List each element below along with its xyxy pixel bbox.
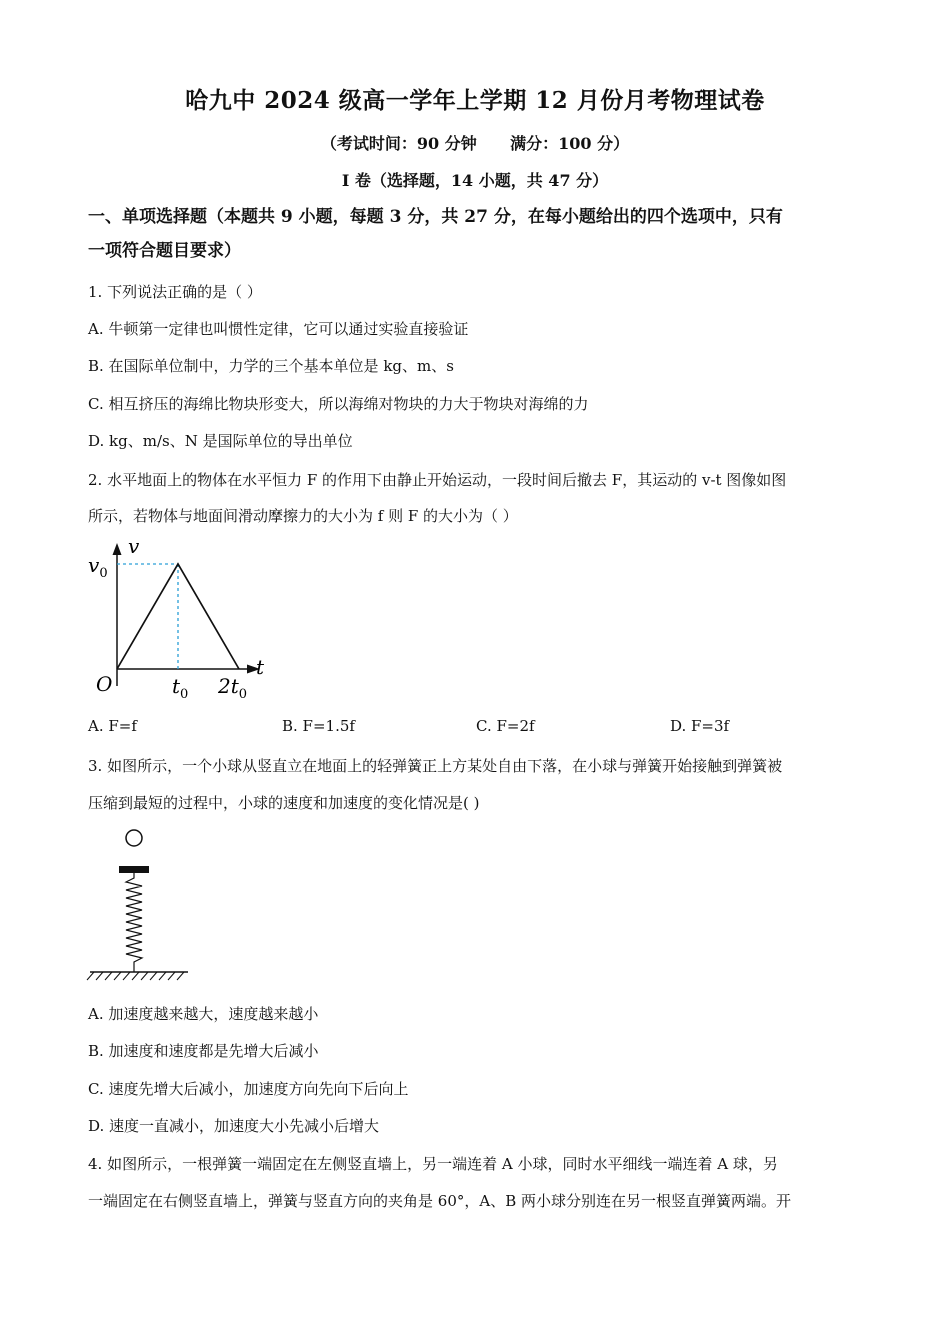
q3-stem-line2: 压缩到最短的过程中，小球的速度和加速度的变化情况是( ) — [88, 794, 480, 812]
q1-option-a: A. 牛顿第一定律也叫惯性定律，它可以通过实验直接验证 — [88, 320, 469, 338]
q2-stem-line1: 2. 水平地面上的物体在水平恒力 F 的作用下由静止开始运动，一段时间后撤去 F，其运动的 v-t 图像如图 — [88, 471, 787, 489]
q2-option-b: B. F=1.5f — [282, 717, 355, 735]
q1-stem: 1. 下列说法正确的是（ ） — [88, 283, 262, 301]
v0-label: $v_0$ — [88, 553, 108, 581]
t0-label: $t_0$ — [172, 674, 189, 702]
v-axis-arrow — [113, 543, 122, 555]
q2-option-a: A. F=f — [88, 717, 137, 735]
t-axis-label: t — [256, 655, 265, 679]
exam-title: 哈九中 2024 级高一学年上学期 12 月份月考物理试卷 — [185, 87, 765, 114]
q3-option-d: D. 速度一直减小，加速度大小先减小后增大 — [88, 1117, 380, 1135]
q4-stem-line1: 4. 如图所示，一根弹簧一端固定在左侧竖直墙上，另一端连着 A 小球，同时水平细线一端连着 A 球，另 — [88, 1155, 778, 1173]
spring-coil — [126, 873, 142, 972]
exam-subtitle: （考试时间：90 分钟 满分：100 分） — [320, 134, 630, 153]
origin-label: O — [96, 672, 113, 696]
q1-option-d: D. kg、m/s、N 是国际单位的导出单位 — [88, 432, 353, 450]
section-heading — [88, 200, 868, 268]
two-t0-label: $2t_0$ — [218, 674, 248, 702]
q1-option-b: B. 在国际单位制中，力学的三个基本单位是 kg、m、s — [88, 357, 454, 375]
q4-stem-line2: 一端固定在右侧竖直墙上，弹簧与竖直方向的夹角是 60°，A、B 两小球分别连在另一根竖直弹簧两端。开 — [88, 1192, 791, 1210]
section-heading-line1: 一、单项选择题（本题共 9 小题，每题 3 分，共 27 分，在每小题给出的四个选项中，只有 — [88, 207, 783, 227]
q3-option-a: A. 加速度越来越大，速度越来越小 — [88, 1005, 319, 1023]
vt-graph — [84, 536, 284, 704]
velocity-line — [117, 564, 239, 669]
spring-ball-figure — [84, 826, 194, 986]
section-heading-line2: 一项符合题目要求） — [88, 241, 241, 261]
ground-hatching — [87, 972, 184, 980]
spring-top-plate — [119, 866, 149, 873]
q1-option-c: C. 相互挤压的海绵比物块形变大，所以海绵对物块的力大于物块对海绵的力 — [88, 395, 589, 413]
q3-stem-line1: 3. 如图所示，一个小球从竖直立在地面上的轻弹簧正上方某处自由下落，在小球与弹簧开始接触到弹簧被 — [88, 757, 783, 775]
ball-circle — [126, 830, 142, 846]
q2-stem-line2: 所示，若物体与地面间滑动摩擦力的大小为 f 则 F 的大小为（ ） — [88, 507, 518, 525]
q3-option-b: B. 加速度和速度都是先增大后减小 — [88, 1042, 319, 1060]
q3-option-c: C. 速度先增大后减小，加速度方向先向下后向上 — [88, 1080, 409, 1098]
q2-option-d: D. F=3f — [670, 717, 730, 735]
v-axis-label: v — [128, 536, 140, 558]
q2-option-c: C. F=2f — [476, 717, 535, 735]
volume-heading: I 卷（选择题，14 小题，共 47 分） — [341, 171, 609, 190]
